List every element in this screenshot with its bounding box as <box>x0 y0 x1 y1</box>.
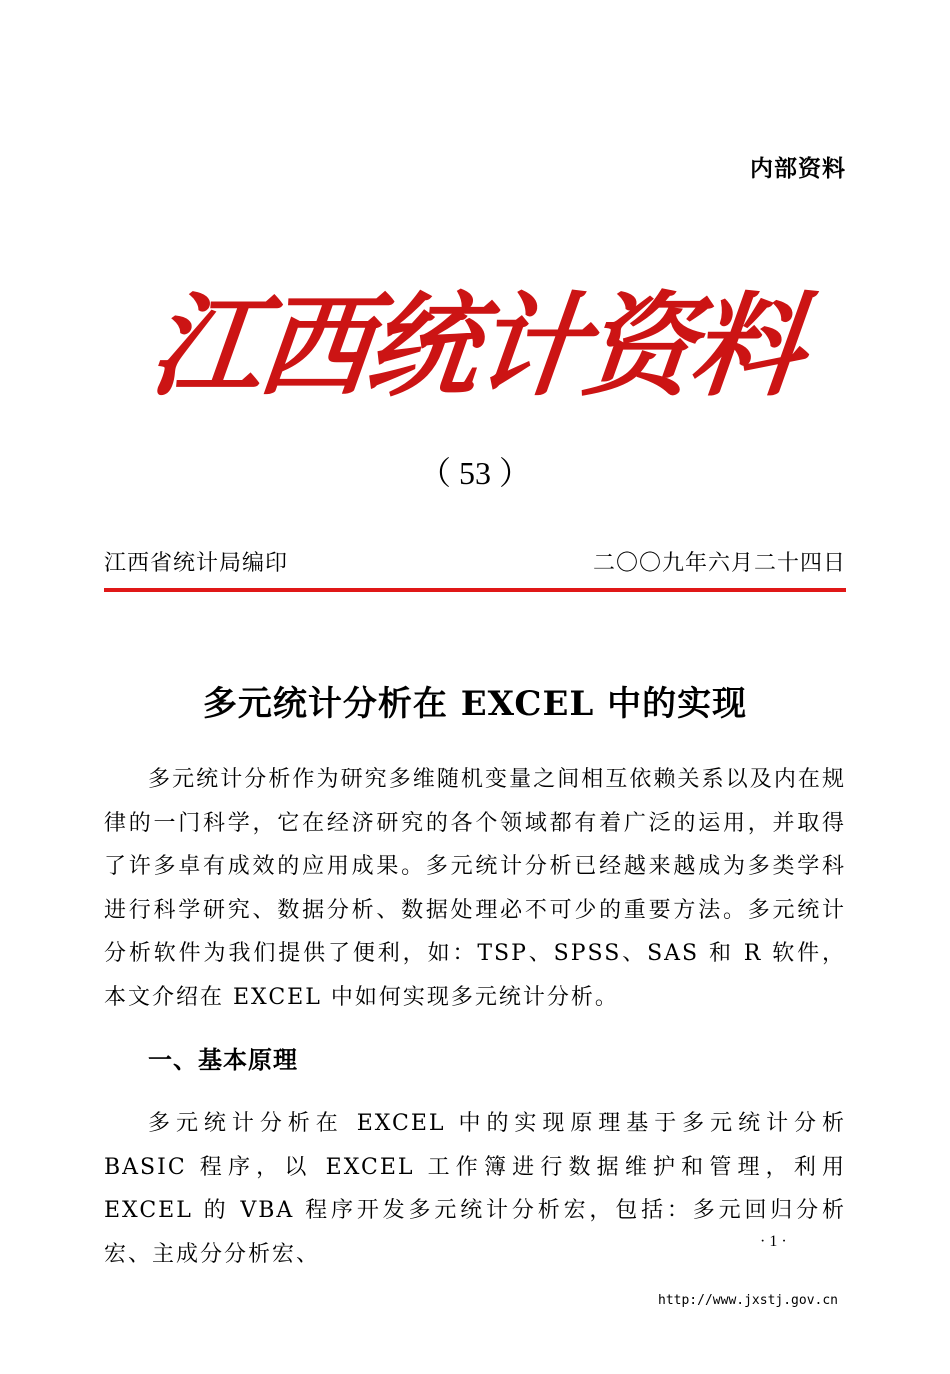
masthead-logo: 江西统计资料 <box>144 281 806 412</box>
header-divider <box>104 588 846 592</box>
footer-url: http://www.jxstj.gov.cn <box>658 1293 839 1308</box>
publisher-name: 江西省统计局编印 <box>104 551 289 576</box>
internal-document-label: 内部资料 <box>750 156 846 182</box>
paragraph-intro: 多元统计分析作为研究多维随机变量之间相互依赖关系以及内在规律的一门科学，它在经济研究的各个领域都有着广泛的运用，并取得了许多卓有成效的应用成果。多元统计分析已经越来越成为多类学科进行科学研究、数据分析、数据处理必不可少的重要方法。多元统计分析软件为我们提供了便利，如：TSP、SPSS、SAS 和 R 软件，本文介绍在 EXCEL 中如何实现多元统计分析。 <box>104 767 846 1010</box>
issue-number: （ 53 ） <box>418 455 531 491</box>
page-number: · 1 · <box>760 1233 787 1250</box>
article-title: 多元统计分析在 EXCEL 中的实现 <box>202 684 748 724</box>
paragraph-principle: 多元统计分析在 EXCEL 中的实现原理基于多元统计分析 BASIC 程序，以 EXCEL 工作簿进行数据维护和管理，利用 EXCEL 的 VBA 程序开发多元统计分析宏，包括：多元回归分析宏、主成分分析宏、 <box>104 1111 846 1267</box>
section-heading: 一、基本原理 <box>148 1046 298 1074</box>
publication-date: 二〇〇九年六月二十四日 <box>592 551 846 576</box>
